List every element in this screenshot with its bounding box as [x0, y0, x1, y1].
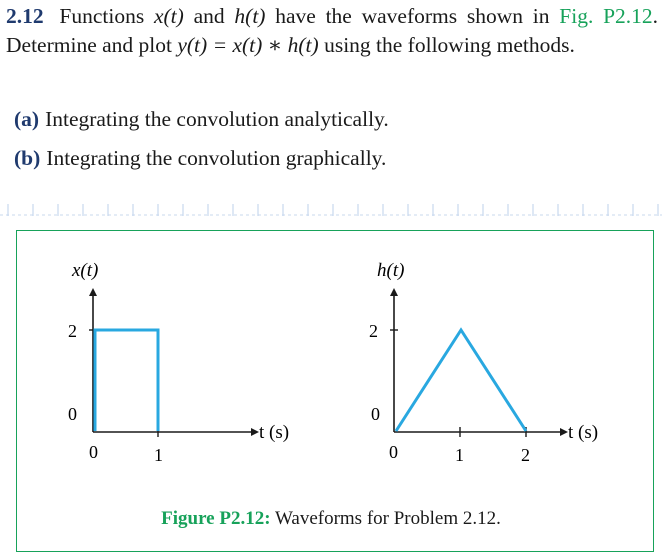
part-a-label: (a) [14, 107, 40, 131]
h-plot-ytick-label-0: 0 [371, 404, 380, 424]
x-plot-waveform [95, 330, 158, 431]
caption-text: Waveforms for Problem 2.12. [274, 508, 501, 529]
problem-intro: Functions [59, 4, 145, 28]
h-plot-xtick-label-2: 2 [521, 445, 530, 465]
x-function: x(t) [153, 4, 184, 28]
part-b-text: Integrating the convolution graphically. [46, 146, 387, 170]
h-function: h(t) [234, 4, 266, 28]
x-plot-xtick-label-0: 0 [89, 442, 98, 462]
h-plot-waveform [396, 330, 526, 431]
x-plot-ytick-label-0: 0 [68, 404, 77, 424]
x-plot [68, 260, 289, 465]
x-plot-ylabel: x(t) [72, 260, 99, 281]
figure-caption [0, 508, 662, 530]
h-plot-xlabel: t (s) [568, 422, 599, 443]
problem-text-2: . Determine and plot [6, 4, 659, 57]
and-word: and [193, 4, 225, 28]
x-plot-ytick-label-2: 2 [68, 321, 77, 341]
convolution-expression: y(t) = x(t) ∗ h(t) [177, 33, 319, 57]
problem-number: 2.12 [6, 4, 44, 28]
x-plot-xtick-label-1: 1 [154, 445, 163, 465]
h-plot [369, 260, 598, 465]
figure-reference-link[interactable]: Fig. P2.12 [559, 4, 653, 28]
h-plot-xtick-label-1: 1 [455, 445, 464, 465]
problem-text-1: have the waveforms shown in [275, 4, 550, 28]
part-a-text: Integrating the convolution analytically. [45, 107, 389, 131]
h-plot-ylabel: h(t) [377, 260, 405, 281]
h-plot-ytick-label-2: 2 [369, 321, 378, 341]
h-plot-xtick-label-0: 0 [389, 442, 398, 462]
caption-label: Figure P2.12: [161, 508, 271, 529]
part-b-label: (b) [14, 146, 41, 170]
problem-text-3: using the following methods. [324, 33, 575, 57]
x-plot-xlabel: t (s) [259, 422, 290, 443]
